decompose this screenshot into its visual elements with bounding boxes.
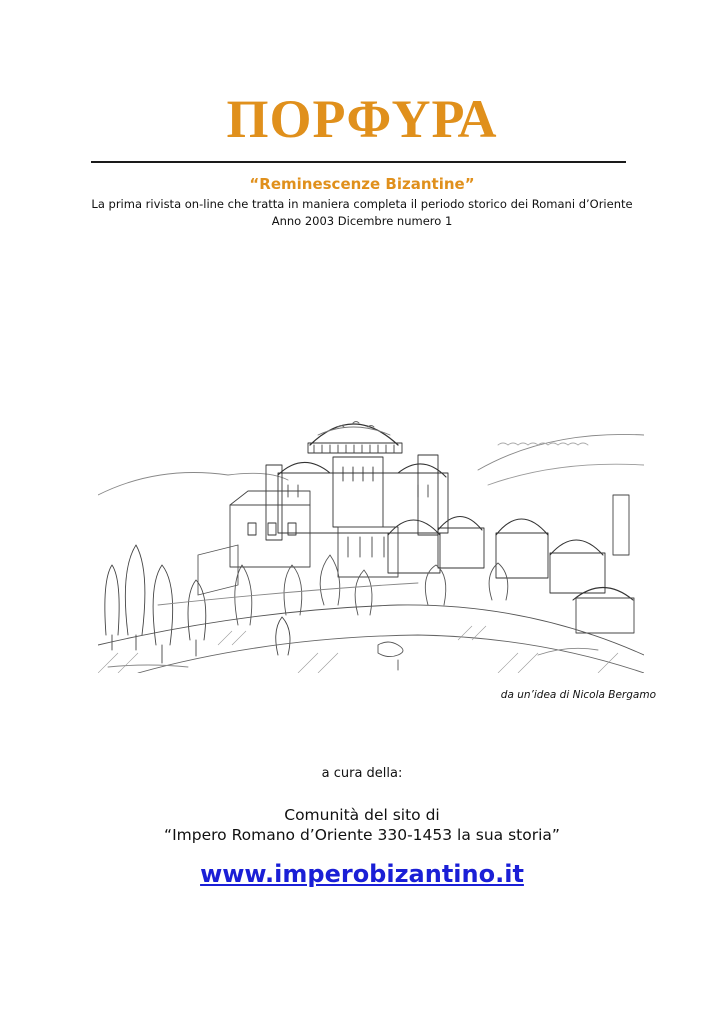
magazine-description: La prima rivista on-line che tratta in maniera completa il periodo storico dei Romani d’Oriente — [91, 197, 633, 211]
curated-by-label: a cura della: — [321, 766, 403, 781]
magazine-title: ΠΟΡΦΥΡΑ — [226, 89, 498, 149]
title-divider — [91, 161, 626, 163]
illustration-credit: da un’idea di Nicola Bergamo — [500, 689, 656, 701]
issue-info: Anno 2003 Dicembre numero 1 — [271, 214, 453, 228]
community-line-2: “Impero Romano d’Oriente 330-1453 la sua storia” — [164, 826, 560, 844]
community-line-1: Comunità del sito di — [284, 806, 440, 824]
website-link[interactable]: www.imperobizantino.it — [200, 860, 524, 888]
hagia-sophia-illustration — [98, 405, 644, 673]
magazine-subtitle: “Reminescenze Bizantine” — [249, 175, 475, 193]
